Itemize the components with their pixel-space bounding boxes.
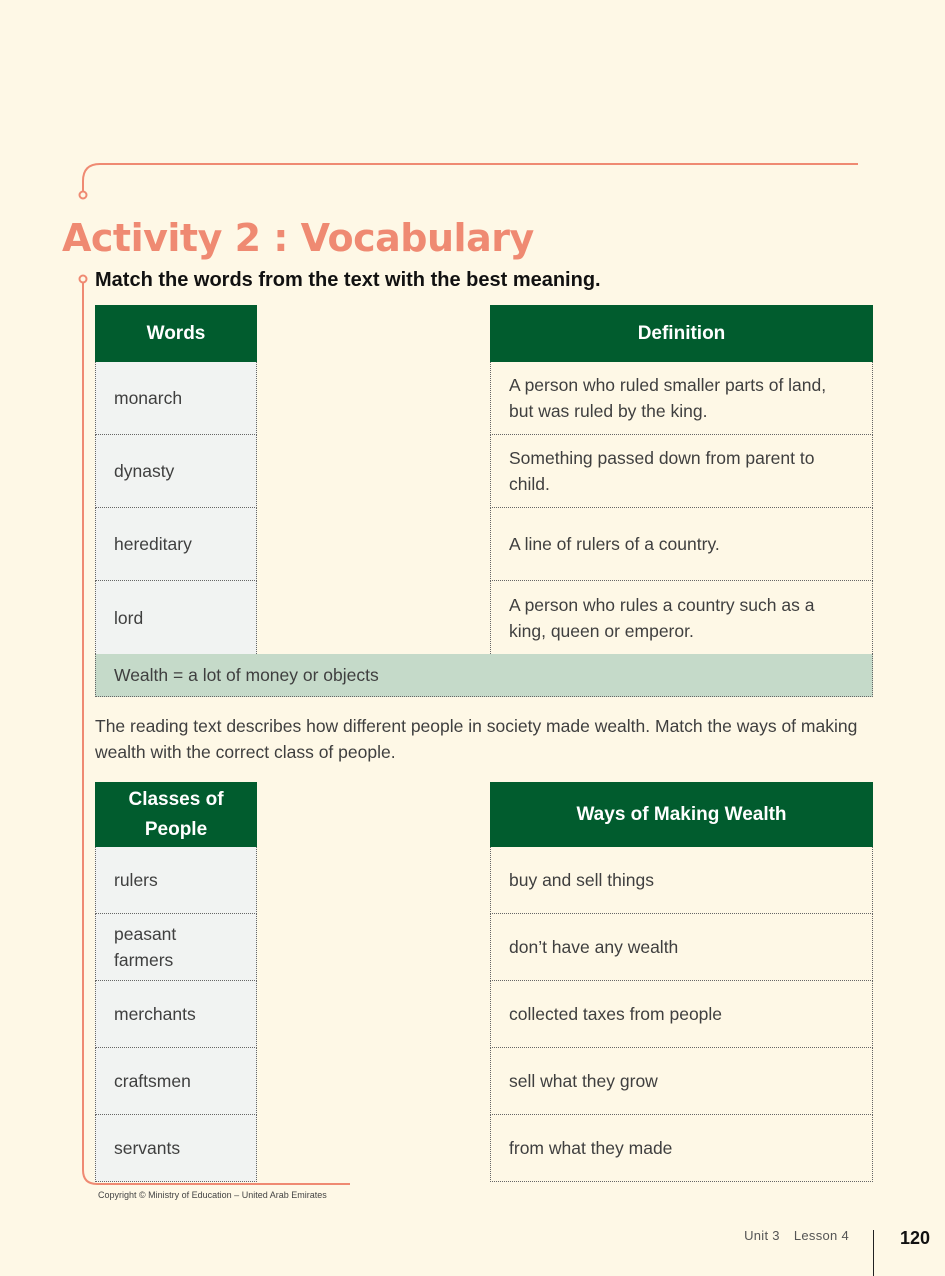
unit-lesson-label [744, 1228, 849, 1243]
definitions-column [490, 305, 873, 654]
ways-header: Ways of Making Wealth [490, 782, 873, 847]
activity-title: Activity 2 : Vocabulary [62, 216, 534, 260]
way-cell[interactable]: sell what they grow [490, 1048, 873, 1115]
classes-header: Classes of People [95, 782, 257, 847]
lesson-label: Lesson 4 [793, 1228, 849, 1243]
words-header: Words [95, 305, 257, 362]
unit-label: Unit 3 [744, 1228, 780, 1243]
class-cell[interactable]: rulers [95, 847, 257, 914]
word-cell[interactable]: monarch [95, 362, 257, 435]
definition-header: Definition [490, 305, 873, 362]
definition-cell[interactable]: A person who ruled smaller parts of land, but was ruled by the king. [490, 362, 873, 435]
ways-column [490, 782, 873, 1182]
classes-column [95, 782, 257, 1182]
footer-divider [873, 1230, 874, 1276]
class-cell[interactable]: craftsmen [95, 1048, 257, 1115]
definition-cell[interactable]: A person who rules a country such as a king, queen or emperor. [490, 581, 873, 654]
way-cell[interactable]: from what they made [490, 1115, 873, 1182]
way-cell[interactable]: don’t have any wealth [490, 914, 873, 981]
word-cell[interactable]: dynasty [95, 435, 257, 508]
way-cell[interactable]: buy and sell things [490, 847, 873, 914]
instruction-text: Match the words from the text with the best meaning. [95, 269, 601, 291]
way-cell[interactable]: collected taxes from people [490, 981, 873, 1048]
words-column [95, 305, 257, 654]
word-cell[interactable]: hereditary [95, 508, 257, 581]
copyright-notice: Copyright © Ministry of Education – United Arab Emirates [98, 1190, 327, 1200]
class-cell[interactable]: servants [95, 1115, 257, 1182]
definition-cell[interactable]: Something passed down from parent to child. [490, 435, 873, 508]
class-cell[interactable]: peasant farmers [95, 914, 257, 981]
wealth-note: Wealth = a lot of money or objects [95, 654, 873, 697]
reading-instruction: The reading text describes how different people in society made wealth. Match the ways of making wealth with the correct class of people. [95, 716, 858, 762]
word-cell[interactable]: lord [95, 581, 257, 654]
class-cell[interactable]: merchants [95, 981, 257, 1048]
definition-cell[interactable]: A line of rulers of a country. [490, 508, 873, 581]
page-number: 120 [900, 1228, 931, 1248]
